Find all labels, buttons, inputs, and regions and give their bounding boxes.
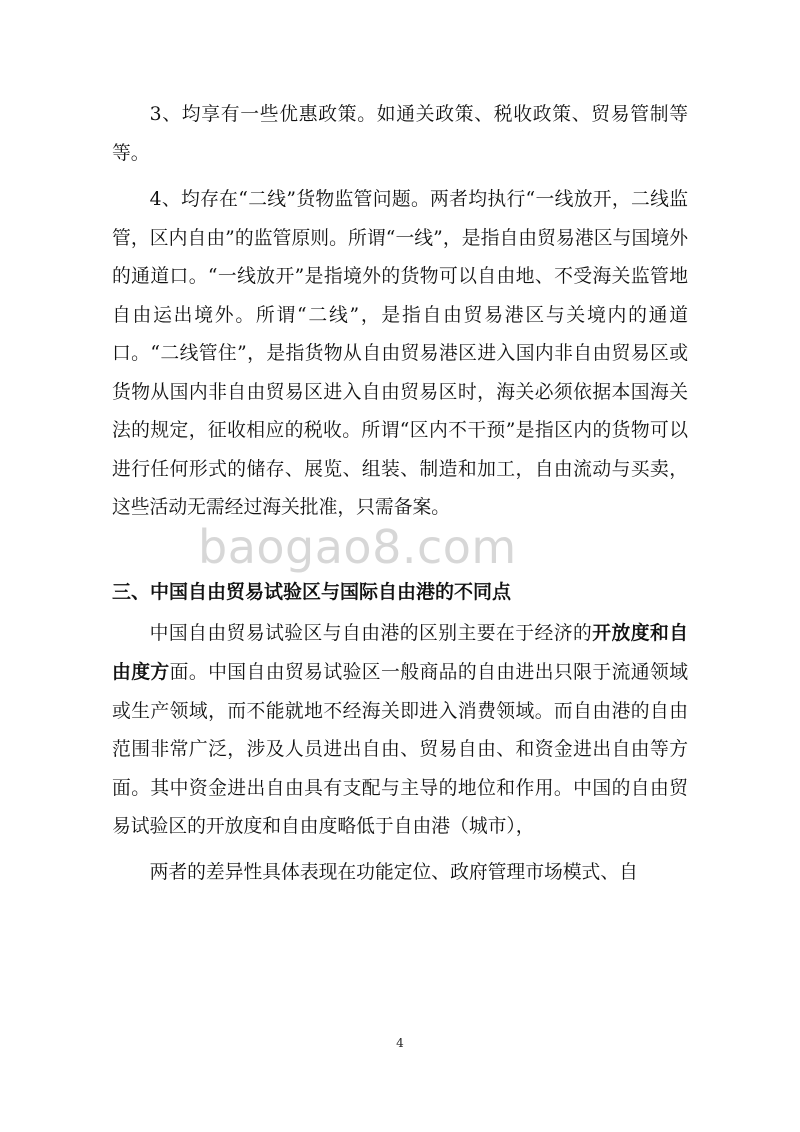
paragraph-point-3: 3、均享有一些优惠政策。如通关政策、税收政策、贸易管制等等。 (112, 104, 688, 164)
paragraph-difference-bold: 开放度和自由度方 (112, 621, 689, 683)
paragraph-details: 两者的差异性具体表现在功能定位、政府管理市场模式、自 (149, 861, 638, 883)
section-heading: 三、中国自由贸易试验区与国际自由港的不同点 (112, 580, 512, 603)
watermark: baogao8.com (198, 520, 517, 574)
page-number: 4 (396, 1036, 404, 1050)
paragraph-difference (112, 614, 688, 847)
document-body (112, 96, 688, 892)
paragraph-difference-text-a: 中国自由贸易试验区与自由港的区别主要在于经济的 (149, 622, 593, 644)
paragraph-point-4: 4、均存在“二线”货物监管问题。两者均执行“一线放开，二线监管，区内自由”的监管原则。所谓“一线”，是指自由贸易港区与国境外的通道口。“一线放开”是指境外的货物可以自由地、不受海关监管地自由运出境外。所谓“二线”，是指自由贸易港区与关境内的通道口。“二线管住”，是指货物从自由贸易港区进入国内非自由贸易区或货物从国内非自由贸易区进入自由贸易区时，海关必须依据本国海关法的规定，征收相应的税收。所谓“区内不干预”是指区内的货物可以进行任何形式的储存、展览、组装、制造和加工，自由流动与买卖，这些活动无需经过海关批准，只需备案。 (112, 189, 688, 518)
paragraph-difference-text-b: 面。中国自由贸易试验区一般商品的自由进出只限于流通领域或生产领域，而不能就地不经海关即进入消费领域。而自由港的自由范围非常广泛，涉及人员进出自由、贸易自由、和资金进出自由等方面。其中资金进出自由具有支配与主导的地位和作用。中国的自由贸易试验区的开放度和自由度略低于自由港（城市）， (112, 662, 689, 837)
